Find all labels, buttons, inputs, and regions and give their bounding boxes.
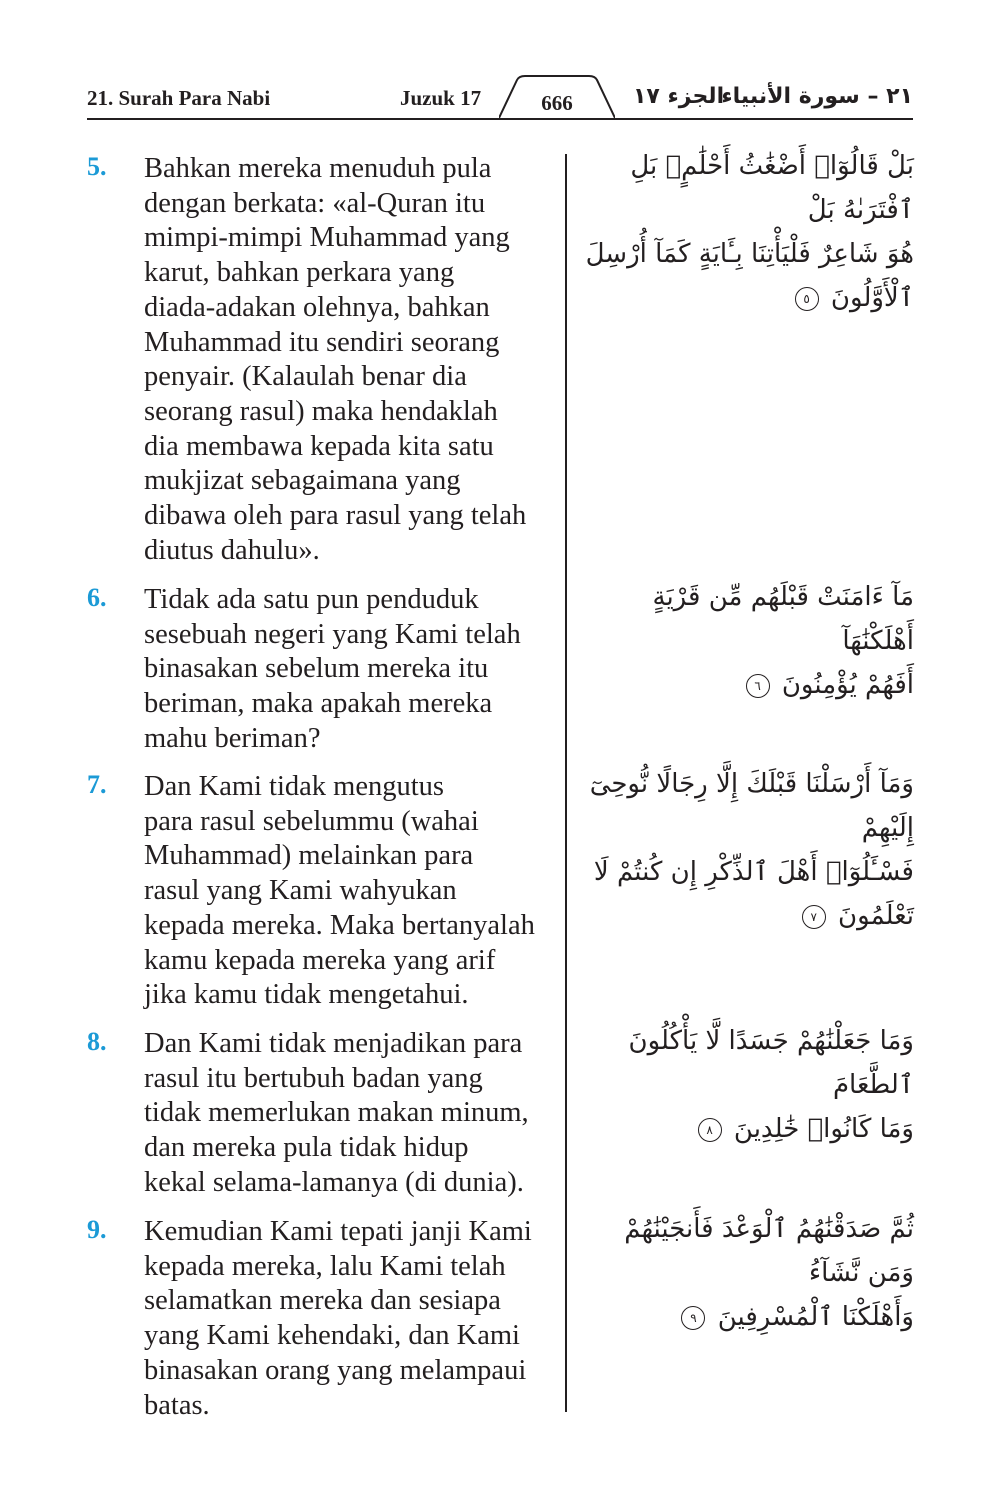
arabic-line: وَمَا جَعَلْنَٰهُمْ جَسَدًا لَّا يَأْكُلُونَ ٱلطَّعَامَ xyxy=(628,1026,914,1100)
verse-arabic xyxy=(582,144,914,320)
arabic-line-text: تَعْلَمُونَ xyxy=(838,901,914,931)
verse-translation: Kemudian Kami tepati janji Kami kepada mereka, lalu Kami telah selamatkan mereka dan sesiapa yang Kami kehendaki, dan Kami binasakan orang yang melampaui batas. xyxy=(144,1216,532,1421)
verse-arabic xyxy=(582,1207,914,1339)
verse-number: 8. xyxy=(87,1027,107,1056)
arabic-line: فَسْـَٔلُوٓا۟ أَهْلَ ٱلذِّكْرِ إِن كُنتُمْ لَا xyxy=(593,857,914,887)
verse-number: 6. xyxy=(87,583,107,612)
juzuk-label-arabic: الجزء ١٧ xyxy=(633,84,725,109)
ayah-end-marker: ٧ xyxy=(802,905,826,929)
page-header xyxy=(87,80,913,124)
arabic-line-text: وَمَا كَانُوا۟ خَٰلِدِينَ xyxy=(733,1114,914,1144)
ayah-end-marker: ٩ xyxy=(681,1306,705,1330)
verse-arabic xyxy=(582,575,914,707)
verse-translation: Dan Kami tidak menjadikan para rasul itu bertubuh badan yang tidak memerlukan makan minum, dan mereka pula tidak hidup kekal selama-lamanya (di dunia). xyxy=(144,1028,529,1198)
ayah-end-marker: ٥ xyxy=(795,287,819,311)
ayah-end-marker: ٨ xyxy=(698,1118,722,1142)
arabic-line-text: وَأَهْلَكْنَا ٱلْمُسْرِفِينَ xyxy=(717,1302,914,1332)
verse-translation: Dan Kami tidak mengutus para rasul sebelummu (wahai Muhammad) melainkan para rasul yang Kami wahyukan kepada mereka. Maka bertanyalah kamu kepada mereka yang arif jika kamu tidak mengetahui. xyxy=(144,771,535,1011)
arabic-line: ثُمَّ صَدَقْنَٰهُمُ ٱلْوَعْدَ فَأَنجَيْنَٰهُمْ وَمَن نَّشَآءُ xyxy=(624,1214,914,1288)
arabic-line xyxy=(582,1295,914,1339)
surah-title-latin: 21. Surah Para Nabi xyxy=(87,86,271,110)
arabic-line: وَمَآ أَرْسَلْنَا قَبْلَكَ إِلَّا رِجَالًا نُّوحِىٓ إِلَيْهِمْ xyxy=(589,769,914,843)
page-number: 666 xyxy=(541,91,573,115)
surah-title-arabic: ٢١ – سورة الأنبياء xyxy=(721,84,913,109)
arabic-line: مَآ ءَامَنَتْ قَبْلَهُم مِّن قَرْيَةٍ أَهْلَكْنَٰهَآ xyxy=(652,582,914,656)
arabic-line: بَلْ قَالُوٓا۟ أَضْغَٰثُ أَحْلَٰمٍۭ بَلِ ٱفْتَرَىٰهُ بَلْ xyxy=(630,151,914,225)
arabic-line xyxy=(582,894,914,938)
verse-translation: Tidak ada satu pun penduduk sesebuah negeri yang Kami telah binasakan sebelum mereka itu beriman, maka apakah mereka mahu beriman? xyxy=(144,584,521,754)
column-divider xyxy=(565,154,567,1412)
verse-number: 5. xyxy=(87,152,107,181)
arabic-line xyxy=(582,276,914,320)
arabic-line: هُوَ شَاعِرٌ فَلْيَأْتِنَا بِـَٔايَةٍ كَمَآ أُرْسِلَ xyxy=(585,239,914,269)
ayah-end-marker: ٦ xyxy=(746,674,770,698)
verse-arabic xyxy=(582,762,914,938)
verse-arabic xyxy=(582,1019,914,1151)
arabic-line-text: ٱلْأَوَّلُونَ xyxy=(830,283,914,313)
arabic-line xyxy=(582,1107,914,1151)
verse-translation: Bahkan mereka menuduh pula dengan berkata: «al-Quran itu mimpi-mimpi Muhammad yang karut, bahkan perkara yang diada-adakan olehnya, bahkan Muhammad itu sendiri seorang penyair. (Kalaulah benar dia seorang rasul) maka hendaklah dia membawa kepada kita satu mukjizat sebagaimana yang dibawa oleh para rasul yang telah diutus dahulu». xyxy=(144,153,527,566)
arabic-line xyxy=(582,663,914,707)
juzuk-label-latin: Juzuk 17 xyxy=(400,86,482,110)
verse-number: 9. xyxy=(87,1215,107,1244)
arabic-line-text: أَفَهُمْ يُؤْمِنُونَ xyxy=(781,670,914,700)
verse-number: 7. xyxy=(87,770,107,799)
header-rule xyxy=(87,118,913,120)
